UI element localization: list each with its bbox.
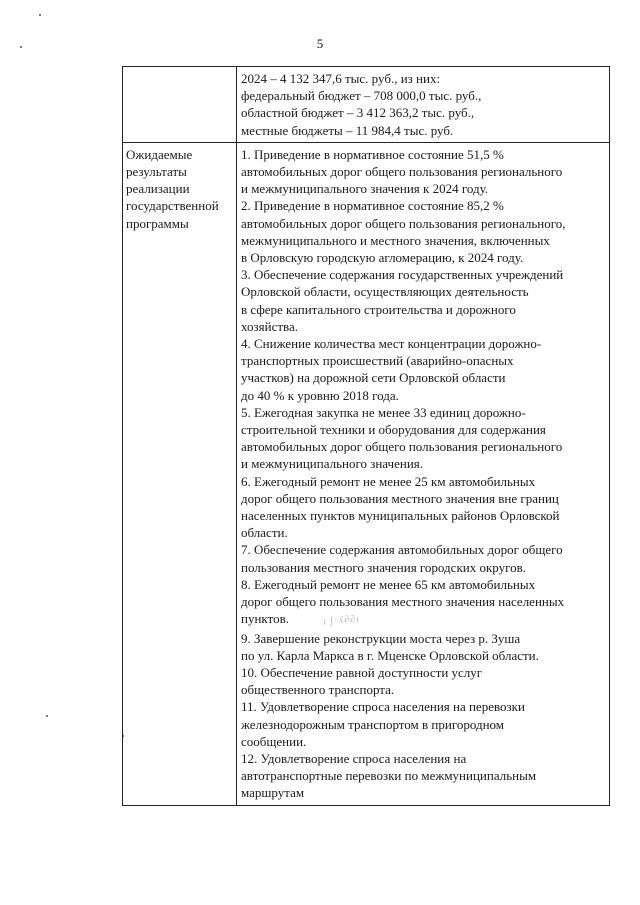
result-line: населенных пунктов муниципальных районов Орловской — [241, 508, 560, 524]
result-line: дорог общего пользования местного значения населенных — [241, 594, 565, 610]
program-passport-table — [122, 66, 610, 806]
result-line: дорог общего пользования местного значения вне границ — [241, 490, 559, 506]
result-line: в Орловскую городскую агломерацию, к 2024 году. — [241, 250, 524, 266]
result-line: железнодорожным транспортом в пригородном — [241, 716, 505, 732]
result-line: 7. Обеспечение содержания автомобильных дорог общего — [241, 542, 563, 558]
result-line: маршрутам — [241, 785, 305, 801]
results-label-line: государственной — [126, 198, 219, 214]
result-line: межмуниципального и местного значения, включенных — [241, 232, 550, 248]
result-line: 1. Приведение в нормативное состояние 51,5 % — [241, 146, 504, 162]
result-line: автомобильных дорог общего пользования регионального — [241, 164, 563, 180]
result-line: хозяйства. — [241, 318, 299, 334]
results-value-cell — [237, 142, 610, 805]
result-line: 4. Снижение количества мест концентрации дорожно- — [241, 336, 542, 352]
results-label-cell — [123, 142, 237, 805]
result-line: и межмуниципального значения. — [241, 456, 424, 472]
result-line: в сфере капитального строительства и дорожного — [241, 301, 516, 317]
faint-stamp-mark: ı ∫·ʎ∂∂ı — [322, 614, 361, 628]
results-label-line: результаты — [126, 164, 187, 180]
result-line: пользования местного значения городских округов. — [241, 559, 527, 575]
finance-label-cell — [123, 67, 237, 143]
results-label-line: реализации — [126, 181, 190, 197]
result-line-text: пунктов. — [241, 611, 289, 627]
result-line: автомобильных дорог общего пользования регионального, — [241, 215, 566, 231]
result-line: до 40 % к уровню 2018 года. — [241, 387, 399, 403]
result-line: автотранспортные перевозки по межмуниципальным — [241, 768, 537, 784]
result-line: автомобильных дорог общего пользования регионального — [241, 439, 563, 455]
finance-row — [123, 67, 610, 143]
page-number: 5 — [316, 36, 324, 51]
scan-speck — [46, 715, 48, 717]
result-line: 3. Обеспечение содержания государственных учреждений — [241, 267, 564, 283]
result-line: Орловской области, осуществляющих деятельность — [241, 284, 529, 300]
result-line: 6. Ежегодный ремонт не менее 25 км автомобильных — [241, 473, 536, 489]
result-line: и межмуниципального значения к 2024 году. — [241, 181, 489, 197]
result-line: 10. Обеспечение равной доступности услуг — [241, 664, 483, 680]
result-line: области. — [241, 525, 288, 541]
result-line: 11. Удовлетворение спроса населения на перевозки — [241, 699, 525, 715]
results-row — [123, 142, 610, 805]
result-line: участков) на дорожной сети Орловской области — [241, 370, 506, 386]
result-line: 9. Завершение реконструкции моста через р. Зуша — [241, 630, 521, 646]
result-line: общественного транспорта. — [241, 682, 395, 698]
finance-line: 2024 – 4 132 347,6 тыс. руб., из них: — [241, 71, 441, 86]
finance-line: местные бюджеты – 11 984,4 тыс. руб. — [241, 122, 454, 138]
results-label-line: программы — [126, 215, 189, 231]
result-line: 5. Ежегодная закупка не менее 33 единиц дорожно- — [241, 404, 526, 420]
results-label-line: Ожидаемые — [126, 146, 193, 162]
scan-speck — [20, 46, 22, 48]
result-line: по ул. Карла Маркса в г. Мценске Орловской области. — [241, 647, 539, 663]
result-line-with-stamp — [241, 610, 603, 629]
finance-line: федеральный бюджет – 708 000,0 тыс. руб., — [241, 88, 482, 104]
result-line: строительной техники и оборудования для содержания — [241, 422, 546, 438]
result-line: транспортных происшествий (аварийно-опасных — [241, 353, 514, 369]
result-line: сообщении. — [241, 733, 307, 749]
finance-line: областной бюджет – 3 412 363,2 тыс. руб., — [241, 105, 475, 121]
result-line: 2. Приведение в нормативное состояние 85,2 % — [241, 198, 504, 214]
finance-value-cell — [237, 67, 610, 143]
result-line: 12. Удовлетворение спроса населения на — [241, 750, 467, 766]
result-line: 8. Ежегодный ремонт не менее 65 км автомобильных — [241, 576, 536, 592]
scan-speck — [39, 14, 41, 16]
